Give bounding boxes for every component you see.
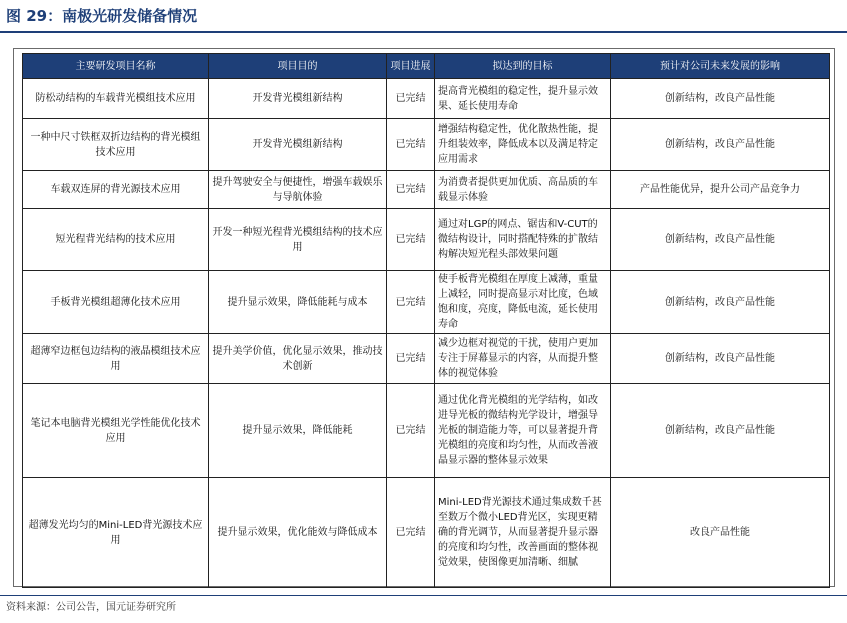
table-header-row <box>23 54 830 79</box>
cell-project-name: 超薄窄边框包边结构的液晶模组技术应用 <box>23 334 209 384</box>
cell-expected-impact: 创新结构，改良产品性能 <box>611 119 830 171</box>
cell-project-name: 笔记本电脑背光模组光学性能优化技术应用 <box>23 384 209 478</box>
header-expected-impact: 预计对公司未来发展的影响 <box>611 54 830 79</box>
cell-project-purpose: 开发一种短光程背光模组结构的技术应用 <box>209 209 387 271</box>
cell-target-goal: 使手板背光模组在厚度上减薄，重量上减轻，同时提高显示对比度，色域饱和度，亮度，降低电流，延长使用寿命 <box>435 271 611 334</box>
figure-title: 图 29：南极光研发储备情况 <box>6 7 198 25</box>
header-target-goal: 拟达到的目标 <box>435 54 611 79</box>
header-project-name: 主要研发项目名称 <box>23 54 209 79</box>
cell-project-name: 手板背光模组超薄化技术应用 <box>23 271 209 334</box>
cell-expected-impact: 创新结构，改良产品性能 <box>611 384 830 478</box>
cell-project-name: 一种中尺寸铁框双折边结构的背光模组技术应用 <box>23 119 209 171</box>
cell-project-purpose: 开发背光模组新结构 <box>209 119 387 171</box>
table-row <box>23 79 830 119</box>
cell-project-progress: 已完结 <box>387 334 435 384</box>
cell-project-name: 车载双连屏的背光源技术应用 <box>23 171 209 209</box>
table-row <box>23 119 830 171</box>
cell-project-purpose: 开发背光模组新结构 <box>209 79 387 119</box>
cell-project-progress: 已完结 <box>387 119 435 171</box>
cell-expected-impact: 创新结构，改良产品性能 <box>611 334 830 384</box>
cell-project-name: 防松动结构的车载背光模组技术应用 <box>23 79 209 119</box>
rd-projects-table <box>22 53 830 588</box>
cell-project-progress: 已完结 <box>387 171 435 209</box>
cell-expected-impact: 创新结构，改良产品性能 <box>611 209 830 271</box>
header-project-progress: 项目进展 <box>387 54 435 79</box>
cell-project-name: 短光程背光结构的技术应用 <box>23 209 209 271</box>
cell-project-purpose: 提升显示效果，降低能耗与成本 <box>209 271 387 334</box>
cell-project-purpose: 提升驾驶安全与便捷性，增强车载娱乐与导航体验 <box>209 171 387 209</box>
cell-project-purpose: 提升显示效果，降低能耗 <box>209 384 387 478</box>
cell-project-progress: 已完结 <box>387 271 435 334</box>
cell-project-name: 超薄发光均匀的Mini-LED背光源技术应用 <box>23 478 209 588</box>
cell-project-purpose: 提升显示效果，优化能效与降低成本 <box>209 478 387 588</box>
cell-target-goal: 通过对LGP的网点、锯齿和V-CUT的微结构设计，同时搭配特殊的扩散结构解决短光程头部效果问题 <box>435 209 611 271</box>
cell-target-goal: 通过优化背光模组的光学结构，如改进导光板的微结构光学设计，增强导光板的制造能力等，可以显著提升背光模组的亮度和均匀性，从而改善液晶显示器的整体显示效果 <box>435 384 611 478</box>
cell-project-purpose: 提升美学价值，优化显示效果，推动技术创新 <box>209 334 387 384</box>
cell-expected-impact: 改良产品性能 <box>611 478 830 588</box>
cell-target-goal: 减少边框对视觉的干扰，使用户更加专注于屏幕显示的内容，从而提升整体的视觉体验 <box>435 334 611 384</box>
table-row <box>23 209 830 271</box>
cell-project-progress: 已完结 <box>387 209 435 271</box>
cell-project-progress: 已完结 <box>387 384 435 478</box>
cell-expected-impact: 创新结构，改良产品性能 <box>611 271 830 334</box>
cell-target-goal: 为消费者提供更加优质、高品质的车载显示体验 <box>435 171 611 209</box>
cell-expected-impact: 产品性能优异，提升公司产品竞争力 <box>611 171 830 209</box>
table-row <box>23 271 830 334</box>
table-row <box>23 384 830 478</box>
title-divider <box>0 31 847 33</box>
cell-target-goal: 增强结构稳定性，优化散热性能，提升组装效率，降低成本以及满足特定应用需求 <box>435 119 611 171</box>
table-row <box>23 171 830 209</box>
source-note: 资料来源：公司公告，国元证券研究所 <box>6 602 176 613</box>
cell-expected-impact: 创新结构，改良产品性能 <box>611 79 830 119</box>
cell-target-goal: Mini-LED背光源技术通过集成数千甚至数万个微小LED背光区，实现更精确的背光调节，从而显著提升显示器的亮度和均匀性，改善画面的整体视觉效果，使图像更加清晰、细腻 <box>435 478 611 588</box>
cell-project-progress: 已完结 <box>387 79 435 119</box>
cell-project-progress: 已完结 <box>387 478 435 588</box>
header-project-purpose: 项目目的 <box>209 54 387 79</box>
footer-divider <box>0 595 847 596</box>
cell-target-goal: 提高背光模组的稳定性，提升显示效果、延长使用寿命 <box>435 79 611 119</box>
table-row <box>23 334 830 384</box>
table-row <box>23 478 830 588</box>
